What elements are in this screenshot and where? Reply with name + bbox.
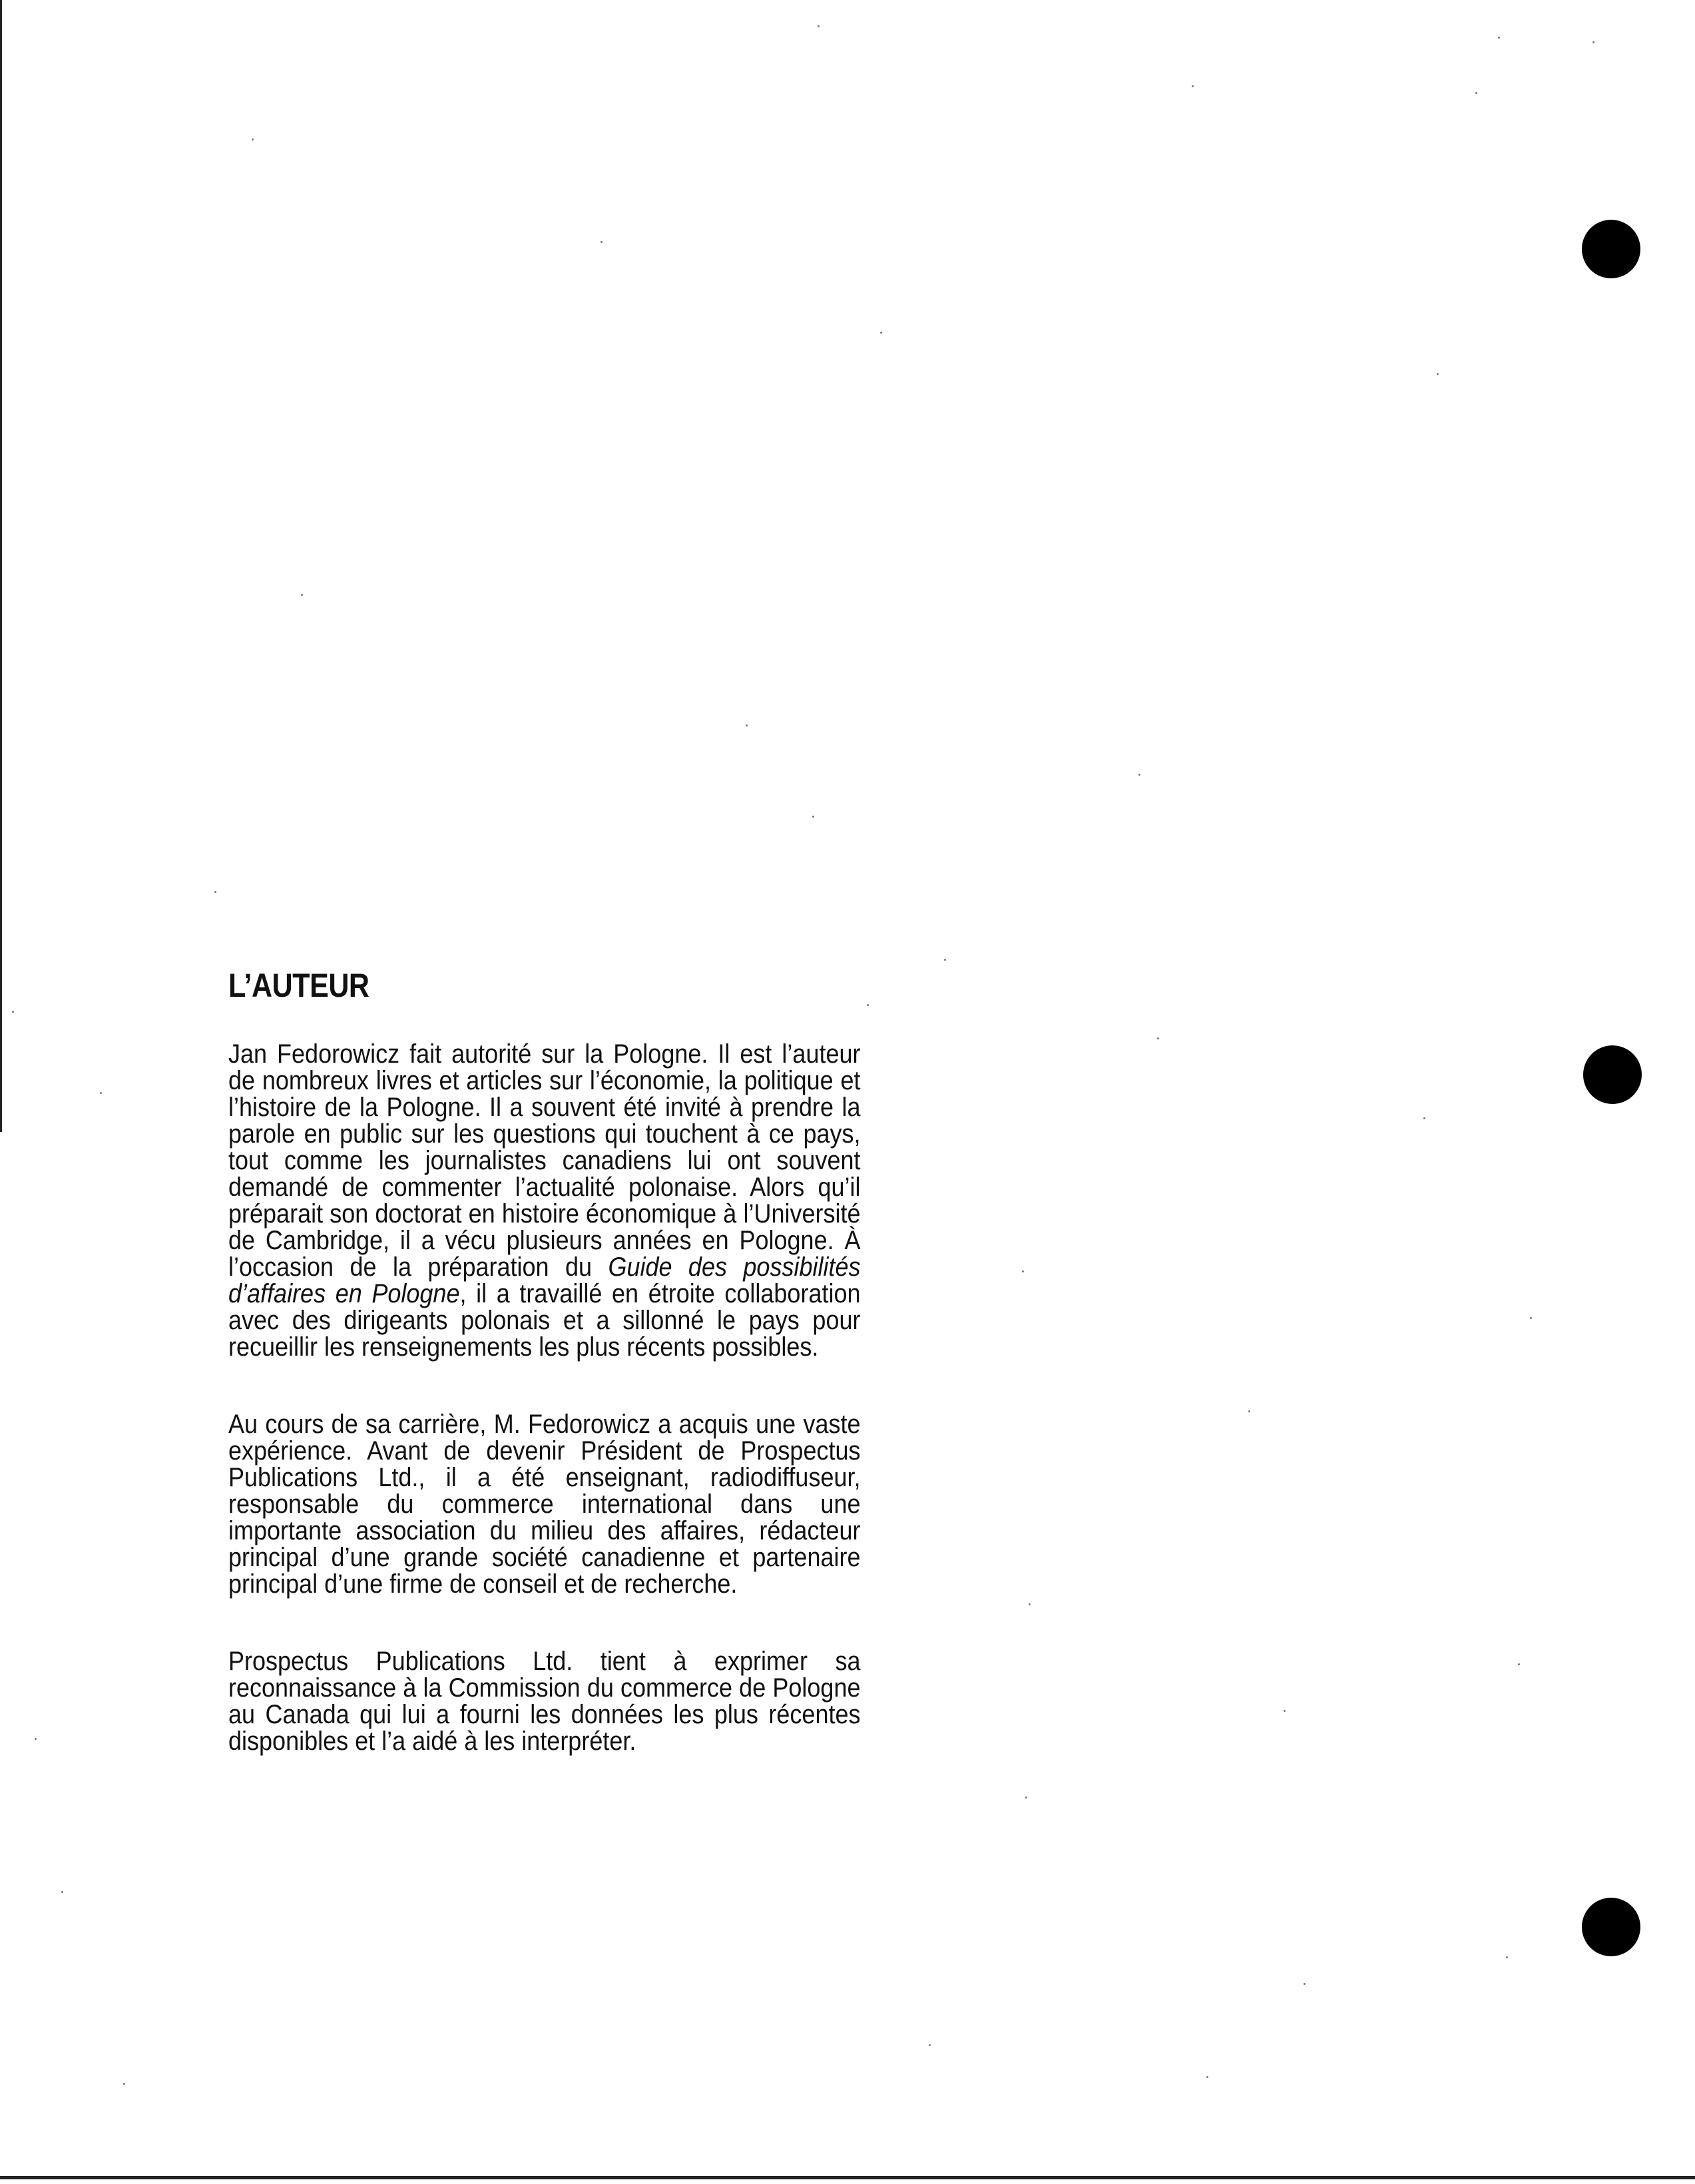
scan-speck [880,332,882,334]
punch-hole-middle [1583,1045,1642,1104]
scan-speck [1498,37,1500,39]
scan-speck [1029,1603,1031,1605]
scan-speck [12,1011,14,1013]
scan-speck [1284,1710,1286,1712]
scan-speck [601,241,603,243]
scan-speck [1437,373,1439,375]
scan-speck [1138,774,1140,776]
scan-speck [214,891,216,893]
scan-speck [1518,1663,1520,1665]
section-heading: L’AUTEUR [228,967,369,1004]
career-paragraph: Au cours de sa carrière, M. Fedorowicz a acquis une vaste expérience. Avant de devenir Président de Prospectus Publications Ltd., il a été enseignant, radiodiffuseur, responsable du commerce international dans une importante association du milieu des affaires, rédacteur principal d’une grande société canadienne et partenaire principal d’une firme de conseil et de recherche. [228,1410,861,1599]
scan-speck [252,138,254,140]
scan-speck [123,2083,125,2085]
scan-speck [929,2044,931,2046]
guide-title: Guide des possibilités d’affaires en Pologne [228,1252,861,1308]
scan-speck [1530,1317,1532,1319]
author-bio-paragraph [228,1041,861,1360]
scan-speck [1506,1956,1508,1958]
scan-speck [35,1738,37,1740]
scan-speck [746,724,748,726]
scan-speck [301,594,303,596]
scan-speck [1022,1270,1024,1272]
scan-speck [1025,1796,1027,1798]
scan-left-edge [0,0,2,1132]
scan-bottom-edge [0,2176,1695,2179]
scan-speck [61,1891,63,1893]
scan-speck [1157,1037,1159,1039]
scan-speck [867,1004,869,1006]
punch-hole-top [1582,220,1640,278]
scan-speck [1248,1410,1250,1412]
acknowledgement-paragraph: Prospectus Publications Ltd. tient à exprimer sa reconnaissance à la Commission du commerce de Pologne au Canada qui lui a fourni les données les plus récentes disponibles et l’a aidé à les interpréter. [228,1647,861,1756]
scan-speck [100,1092,102,1094]
scan-speck [812,816,814,818]
scan-speck [944,959,946,961]
author-bio-text-1: Jan Fedorowicz fait autorité sur la Pologne. Il est l’auteur de nombreux livres et articles sur l’économie, la politique et l’histoire de la Pologne. Il a souvent été invité à prendre la parole en public sur les questions qui touchent à ce pays, tout comme les journalistes canadiens lui ont souvent demandé de commenter l’actualité polonaise. Alors qu’il préparait son doctorat en histoire économique à l’Université de Cambridge, il a vécu plusieurs années en Pologne. À l’occasion de la préparation du [228,1039,861,1282]
scan-speck [1304,1983,1306,1985]
scan-speck [1475,92,1477,94]
author-section [228,969,861,1805]
scan-speck [1192,85,1194,87]
punch-hole-bottom [1582,1898,1640,1956]
scan-speck [1206,2076,1208,2078]
scan-speck [1592,41,1594,43]
scan-speck [818,25,820,27]
author-bio-text-2: , il a travaillé en étroite collaboration avec des dirigeants polonais et a sillonné le pays pour recueillir les renseignements les plus récents possibles. [228,1279,861,1362]
scan-speck [1423,1117,1425,1119]
